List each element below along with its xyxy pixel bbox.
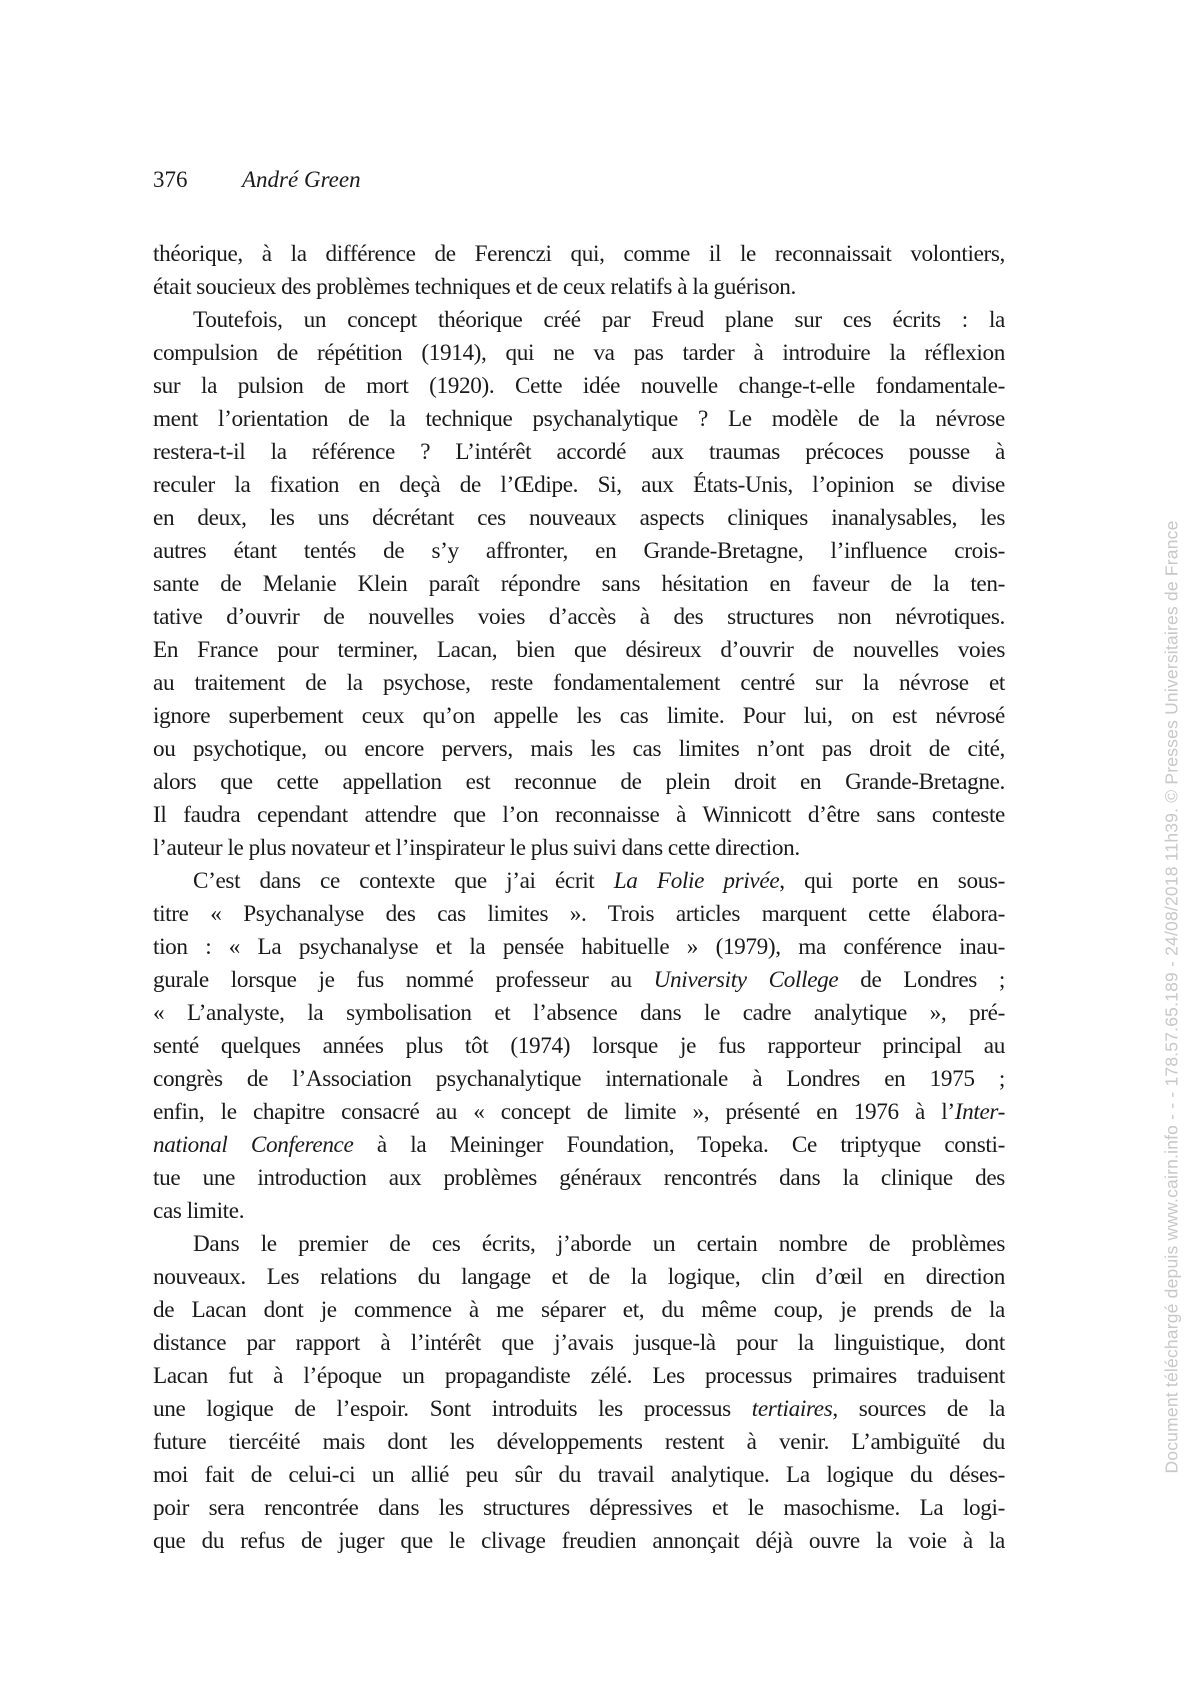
- text-line: [153, 1459, 1005, 1492]
- text-line: [153, 1294, 1005, 1327]
- text-run: ment l’orientation de la technique psychanalytique ? Le modèle de la névrose: [153, 406, 1005, 432]
- italic-text: La Folie privée: [613, 868, 780, 894]
- text-line: [153, 1492, 1005, 1525]
- text-run: distance par rapport à l’intérêt que j’avais jusque-là pour la linguistique, dont: [153, 1330, 1005, 1356]
- text-line: [153, 865, 1005, 898]
- italic-text: University College: [653, 967, 839, 993]
- text-line: [153, 271, 1005, 304]
- text-run: compulsion de répétition (1914), qui ne va pas tarder à introduire la réflexion: [153, 340, 1005, 366]
- paragraph: [153, 865, 1005, 1228]
- text-line: [153, 700, 1005, 733]
- text-run: reculer la fixation en deçà de l’Œdipe. Si, aux États-Unis, l’opinion se divise: [153, 472, 1005, 498]
- text-run: titre « Psychanalyse des cas limites ». Trois articles marquent cette élabora-: [153, 901, 1005, 927]
- text-run: théorique, à la différence de Ferenczi qui, comme il le reconnaissait volontiers,: [153, 241, 1005, 267]
- text-line: [153, 766, 1005, 799]
- text-line: [153, 1195, 1005, 1228]
- text-run: tative d’ouvrir de nouvelles voies d’accès à des structures non névrotiques.: [153, 604, 1005, 630]
- download-watermark: Document téléchargé depuis www.cairn.info - - - 178.57.65.189 - 24/08/2018 11h39. © Presses Universitaires de France: [1161, 520, 1182, 1474]
- text-run: congrès de l’Association psychanalytique internationale à Londres en 1975 ;: [153, 1066, 1005, 1092]
- text-line: [153, 601, 1005, 634]
- text-run: ignore superbement ceux qu’on appelle les cas limite. Pour lui, on est névrosé: [153, 703, 1005, 729]
- text-line: [153, 997, 1005, 1030]
- text-line: [153, 1360, 1005, 1393]
- text-run: , sources de la: [832, 1396, 1005, 1422]
- text-run: alors que cette appellation est reconnue de plein droit en Grande-Bretagne.: [153, 769, 1005, 795]
- text-run: ou psychotique, ou encore pervers, mais les cas limites n’ont pas droit de cité,: [153, 736, 1005, 762]
- page-number: 376: [153, 167, 188, 192]
- text-run: autres étant tentés de s’y affronter, en Grande-Bretagne, l’influence crois-: [153, 538, 1005, 564]
- text-run: sante de Melanie Klein paraît répondre sans hésitation en faveur de la ten-: [153, 571, 1005, 597]
- text-run: en deux, les uns décrétant ces nouveaux aspects cliniques inanalysables, les: [153, 505, 1005, 531]
- italic-text: national Conference: [153, 1132, 354, 1158]
- text-run: moi fait de celui-ci un allié peu sûr du travail analytique. La logique du déses-: [153, 1462, 1005, 1488]
- text-line: [153, 898, 1005, 931]
- text-run: , qui porte en sous-: [779, 868, 1005, 894]
- text-line: [153, 535, 1005, 568]
- text-run: l’auteur le plus novateur et l’inspirateur le plus suivi dans cette direction.: [153, 835, 800, 861]
- text-line: [153, 469, 1005, 502]
- text-line: [153, 436, 1005, 469]
- text-line: [153, 1030, 1005, 1063]
- text-run: enfin, le chapitre consacré au « concept de limite », présenté en 1976 à l’: [153, 1099, 955, 1125]
- text-line: [153, 1228, 1005, 1261]
- text-line: [153, 238, 1005, 271]
- paragraph: [153, 238, 1005, 304]
- paragraph: [153, 304, 1005, 865]
- text-run: Toutefois, un concept théorique créé par Freud plane sur ces écrits : la: [193, 307, 1005, 333]
- text-run: poir sera rencontrée dans les structures dépressives et le masochisme. La logi-: [153, 1495, 1005, 1521]
- text-line: [153, 1393, 1005, 1426]
- text-line: [153, 1162, 1005, 1195]
- text-line: [153, 1525, 1005, 1558]
- text-run: senté quelques années plus tôt (1974) lorsque je fus rapporteur principal au: [153, 1033, 1005, 1059]
- text-run: tue une introduction aux problèmes généraux rencontrés dans la clinique des: [153, 1165, 1005, 1191]
- text-line: [153, 799, 1005, 832]
- text-line: [153, 1327, 1005, 1360]
- text-run: une logique de l’espoir. Sont introduits les processus: [153, 1396, 752, 1422]
- text-run: gurale lorsque je fus nommé professeur au: [153, 967, 654, 993]
- text-line: [153, 931, 1005, 964]
- text-line: [153, 568, 1005, 601]
- text-run: cas limite.: [153, 1198, 245, 1224]
- text-line: [153, 733, 1005, 766]
- text-run: « L’analyste, la symbolisation et l’absence dans le cadre analytique », pré-: [153, 1000, 1005, 1026]
- paragraph: [153, 1228, 1005, 1558]
- text-run: était soucieux des problèmes techniques et de ceux relatifs à la guérison.: [153, 274, 797, 300]
- text-line: [153, 502, 1005, 535]
- text-run: nouveaux. Les relations du langage et de la logique, clin d’œil en direction: [153, 1264, 1005, 1290]
- text-run: Il faudra cependant attendre que l’on reconnaisse à Winnicott d’être sans conteste: [153, 802, 1005, 828]
- text-run: En France pour terminer, Lacan, bien que désireux d’ouvrir de nouvelles voies: [153, 637, 1005, 663]
- text-line: [153, 832, 1005, 865]
- italic-text: tertiaires: [751, 1396, 833, 1422]
- text-run: Dans le premier de ces écrits, j’aborde un certain nombre de problèmes: [193, 1231, 1005, 1257]
- text-run: au traitement de la psychose, reste fondamentalement centré sur la névrose et: [153, 670, 1005, 696]
- running-head: [153, 165, 361, 195]
- text-line: [153, 304, 1005, 337]
- text-line: [153, 1096, 1005, 1129]
- text-run: Lacan fut à l’époque un propagandiste zélé. Les processus primaires traduisent: [153, 1363, 1005, 1389]
- body-text: [153, 238, 1005, 1558]
- text-run: de Lacan dont je commence à me séparer et, du même coup, je prends de la: [153, 1297, 1005, 1323]
- text-run: C’est dans ce contexte que j’ai écrit: [193, 868, 614, 894]
- text-line: [153, 964, 1005, 997]
- text-line: [153, 667, 1005, 700]
- text-line: [153, 1426, 1005, 1459]
- text-run: que du refus de juger que le clivage freudien annonçait déjà ouvre la voie à la: [153, 1528, 1005, 1554]
- text-run: sur la pulsion de mort (1920). Cette idée nouvelle change-t-elle fondamentale-: [153, 373, 1005, 399]
- text-line: [153, 370, 1005, 403]
- text-run: restera-t-il la référence ? L’intérêt accordé aux traumas précoces pousse à: [153, 439, 1005, 465]
- text-line: [153, 337, 1005, 370]
- text-run: de Londres ;: [838, 967, 1005, 993]
- text-line: [153, 634, 1005, 667]
- running-head-author: André Green: [242, 167, 361, 192]
- text-line: [153, 1261, 1005, 1294]
- text-line: [153, 1063, 1005, 1096]
- text-line: [153, 1129, 1005, 1162]
- text-line: [153, 403, 1005, 436]
- italic-text: Inter-: [954, 1099, 1005, 1125]
- text-run: future tiercéité mais dont les développements restent à venir. L’ambiguïté du: [153, 1429, 1005, 1455]
- text-run: tion : « La psychanalyse et la pensée habituelle » (1979), ma conférence inau-: [153, 934, 1005, 960]
- text-run: à la Meininger Foundation, Topeka. Ce triptyque consti-: [353, 1132, 1005, 1158]
